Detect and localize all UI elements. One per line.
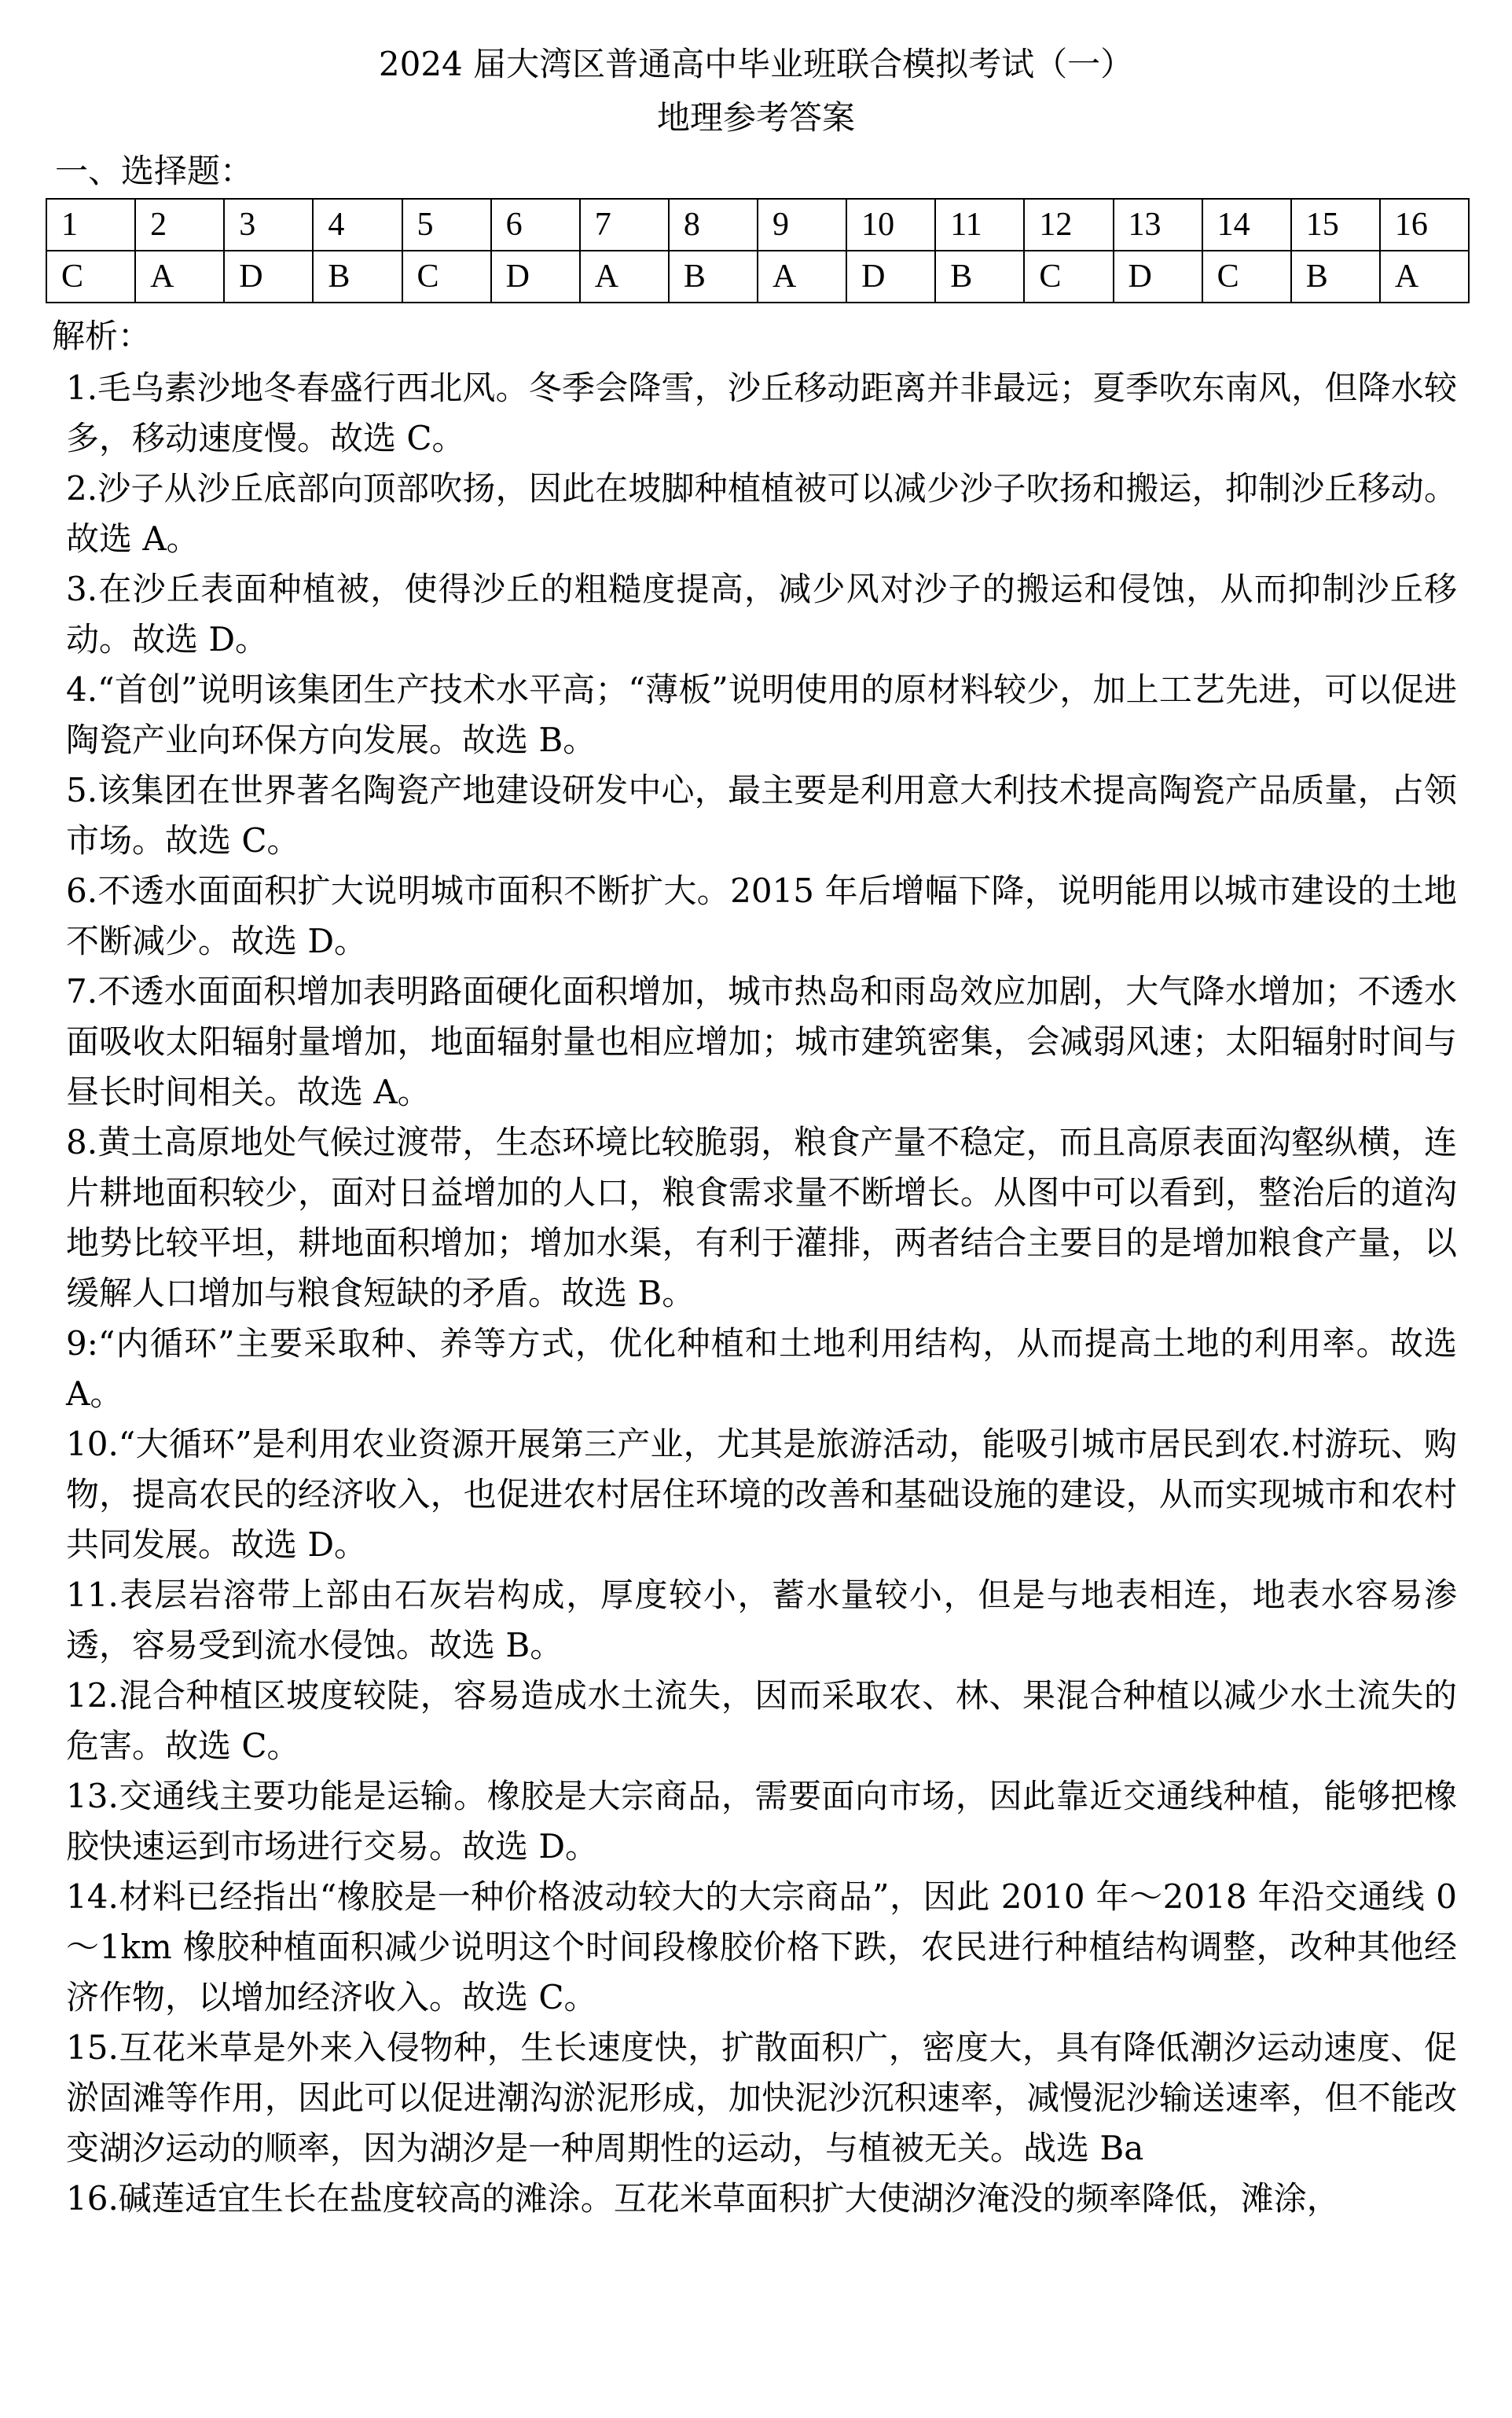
- answer-cell: C: [1024, 251, 1113, 303]
- explanation-item: 6.不透水面面积扩大说明城市面积不断扩大。2015 年后增幅下降，说明能用以城市建设的土地不断减少。故选 D。: [66, 871, 1457, 960]
- answer-cell: C: [1202, 251, 1291, 303]
- answer-cell: A: [1380, 251, 1469, 303]
- answer-cell: C: [402, 251, 491, 303]
- explanation-item: 15.互花米草是外来入侵物种，生长速度快，扩散面积广，密度大，具有降低潮汐运动速度、促淤固滩等作用，因此可以促进潮沟淤泥形成，加快泥沙沉积速率，减慢泥沙输送速率，但不能改变湖汐运动的顺率，因为湖汐是一种周期性的运动，与植被无关。战选 Ba: [66, 2028, 1457, 2167]
- explanation-item: 5.该集团在世界著名陶瓷产地建设研发中心，最主要是利用意大利技术提高陶瓷产品质量，占领市场。故选 C。: [66, 771, 1457, 860]
- explanation-item: 16.碱莲适宜生长在盐度较高的滩涂。互花米草面积扩大使湖汐淹没的频率降低，滩涂，: [66, 2179, 1340, 2218]
- answer-cell: A: [580, 251, 669, 303]
- question-number: 2: [135, 199, 224, 251]
- question-number: 8: [669, 199, 758, 251]
- question-number: 6: [491, 199, 580, 251]
- question-number: 13: [1114, 199, 1202, 251]
- answer-row: [46, 251, 1469, 303]
- exam-subtitle: 地理参考答案: [656, 98, 855, 137]
- question-number: 11: [935, 199, 1024, 251]
- explanation-item: 13.交通线主要功能是运输。橡胶是大宗商品，需要面向市场，因此靠近交通线种植，能够把橡胶快速运到市场进行交易。故选 D。: [66, 1777, 1457, 1866]
- answer-cell: D: [224, 251, 313, 303]
- explanation-item: 8.黄土高原地处气候过渡带，生态环境比较脆弱，粮食产量不稳定，而且高原表面沟壑纵横，连片耕地面积较少，面对日益增加的人口，粮食需求量不断增长。从图中可以看到，整治后的道沟地势比较平坦，耕地面积增加；增加水渠，有利于灌排，两者结合主要目的是增加粮食产量，以缓解人口增加与粮食短缺的矛盾。故选 B。: [66, 1123, 1457, 1312]
- question-number: 1: [46, 199, 135, 251]
- question-number: 7: [580, 199, 669, 251]
- question-number: 10: [846, 199, 935, 251]
- explanation-item: 2.沙子从沙丘底部向顶部吹扬，因此在坡脚种植植被可以减少沙子吹扬和搬运，抑制沙丘移动。故选 A。: [66, 469, 1457, 558]
- answer-cell: B: [313, 251, 402, 303]
- answer-cell: B: [1291, 251, 1380, 303]
- question-number: 12: [1024, 199, 1113, 251]
- explanation-item: 12.混合种植区坡度较陡，容易造成水土流失，因而采取农、林、果混合种植以减少水土流失的危害。故选 C。: [66, 1676, 1457, 1765]
- answer-cell: B: [935, 251, 1024, 303]
- explanation-item: 11.表层岩溶带上部由石灰岩构成，厚度较小，蓄水量较小，但是与地表相连，地表水容易渗透，容易受到流水侵蚀。故选 B。: [66, 1576, 1457, 1664]
- question-number: 9: [758, 199, 846, 251]
- explanation-list: [66, 363, 1457, 2224]
- question-number-row: [46, 199, 1469, 251]
- answer-cell: D: [1114, 251, 1202, 303]
- answer-cell: A: [135, 251, 224, 303]
- question-number: 15: [1291, 199, 1380, 251]
- question-number: 4: [313, 199, 402, 251]
- explanation-item: 4.“首创”说明该集团生产技术水平高；“薄板”说明使用的原材料较少，加上工艺先进，可以促进陶瓷产业向环保方向发展。故选 B。: [66, 670, 1457, 759]
- question-number: 16: [1380, 199, 1469, 251]
- question-number: 5: [402, 199, 491, 251]
- answer-table: [46, 198, 1470, 303]
- exam-title: 2024 届大湾区普通高中毕业班联合模拟考试（一）: [378, 45, 1134, 83]
- explanation-item: 14.材料已经指出“橡胶是一种价格波动较大的大宗商品”，因此 2010 年～2018 年沿交通线 0～1km 橡胶种植面积减少说明这个时间段橡胶价格下跌，农民进行种植结构调整，改种其他经济作物，以增加经济收入。故选 C。: [66, 1877, 1457, 2016]
- question-number: 14: [1202, 199, 1291, 251]
- answer-cell: D: [846, 251, 935, 303]
- explanation-item: 10.“大循环”是利用农业资源开展第三产业，尤其是旅游活动，能吸引城市居民到农.村游玩、购物，提高农民的经济收入，也促进农村居住环境的改善和基础设施的建设，从而实现城市和农村共同发展。故选 D。: [66, 1425, 1457, 1564]
- answer-cell: C: [46, 251, 135, 303]
- explanation-item: 3.在沙丘表面种植被，使得沙丘的粗糙度提高，减少风对沙子的搬运和侵蚀，从而抑制沙丘移动。故选 D。: [66, 570, 1457, 659]
- explanation-item: 7.不透水面面积增加表明路面硬化面积增加，城市热岛和雨岛效应加剧，大气降水增加；不透水面吸收太阳辐射量增加，地面辐射量也相应增加；城市建筑密集，会减弱风速；太阳辐射时间与昼长时间相关。故选 A。: [66, 972, 1457, 1111]
- answer-cell: D: [491, 251, 580, 303]
- question-number: 3: [224, 199, 313, 251]
- explanation-item: 1.毛乌素沙地冬春盛行西北风。冬季会降雪，沙丘移动距离并非最远；夏季吹东南风，但降水较多，移动速度慢。故选 C。: [66, 369, 1457, 457]
- choice-section-label: 一、选择题：: [55, 152, 254, 190]
- answer-cell: A: [758, 251, 846, 303]
- answer-cell: B: [669, 251, 758, 303]
- analysis-section-label: 解析：: [52, 317, 152, 355]
- explanation-item: 9:“内循环”主要采取种、养等方式，优化种植和土地利用结构，从而提高土地的利用率。故选 A。: [66, 1324, 1457, 1413]
